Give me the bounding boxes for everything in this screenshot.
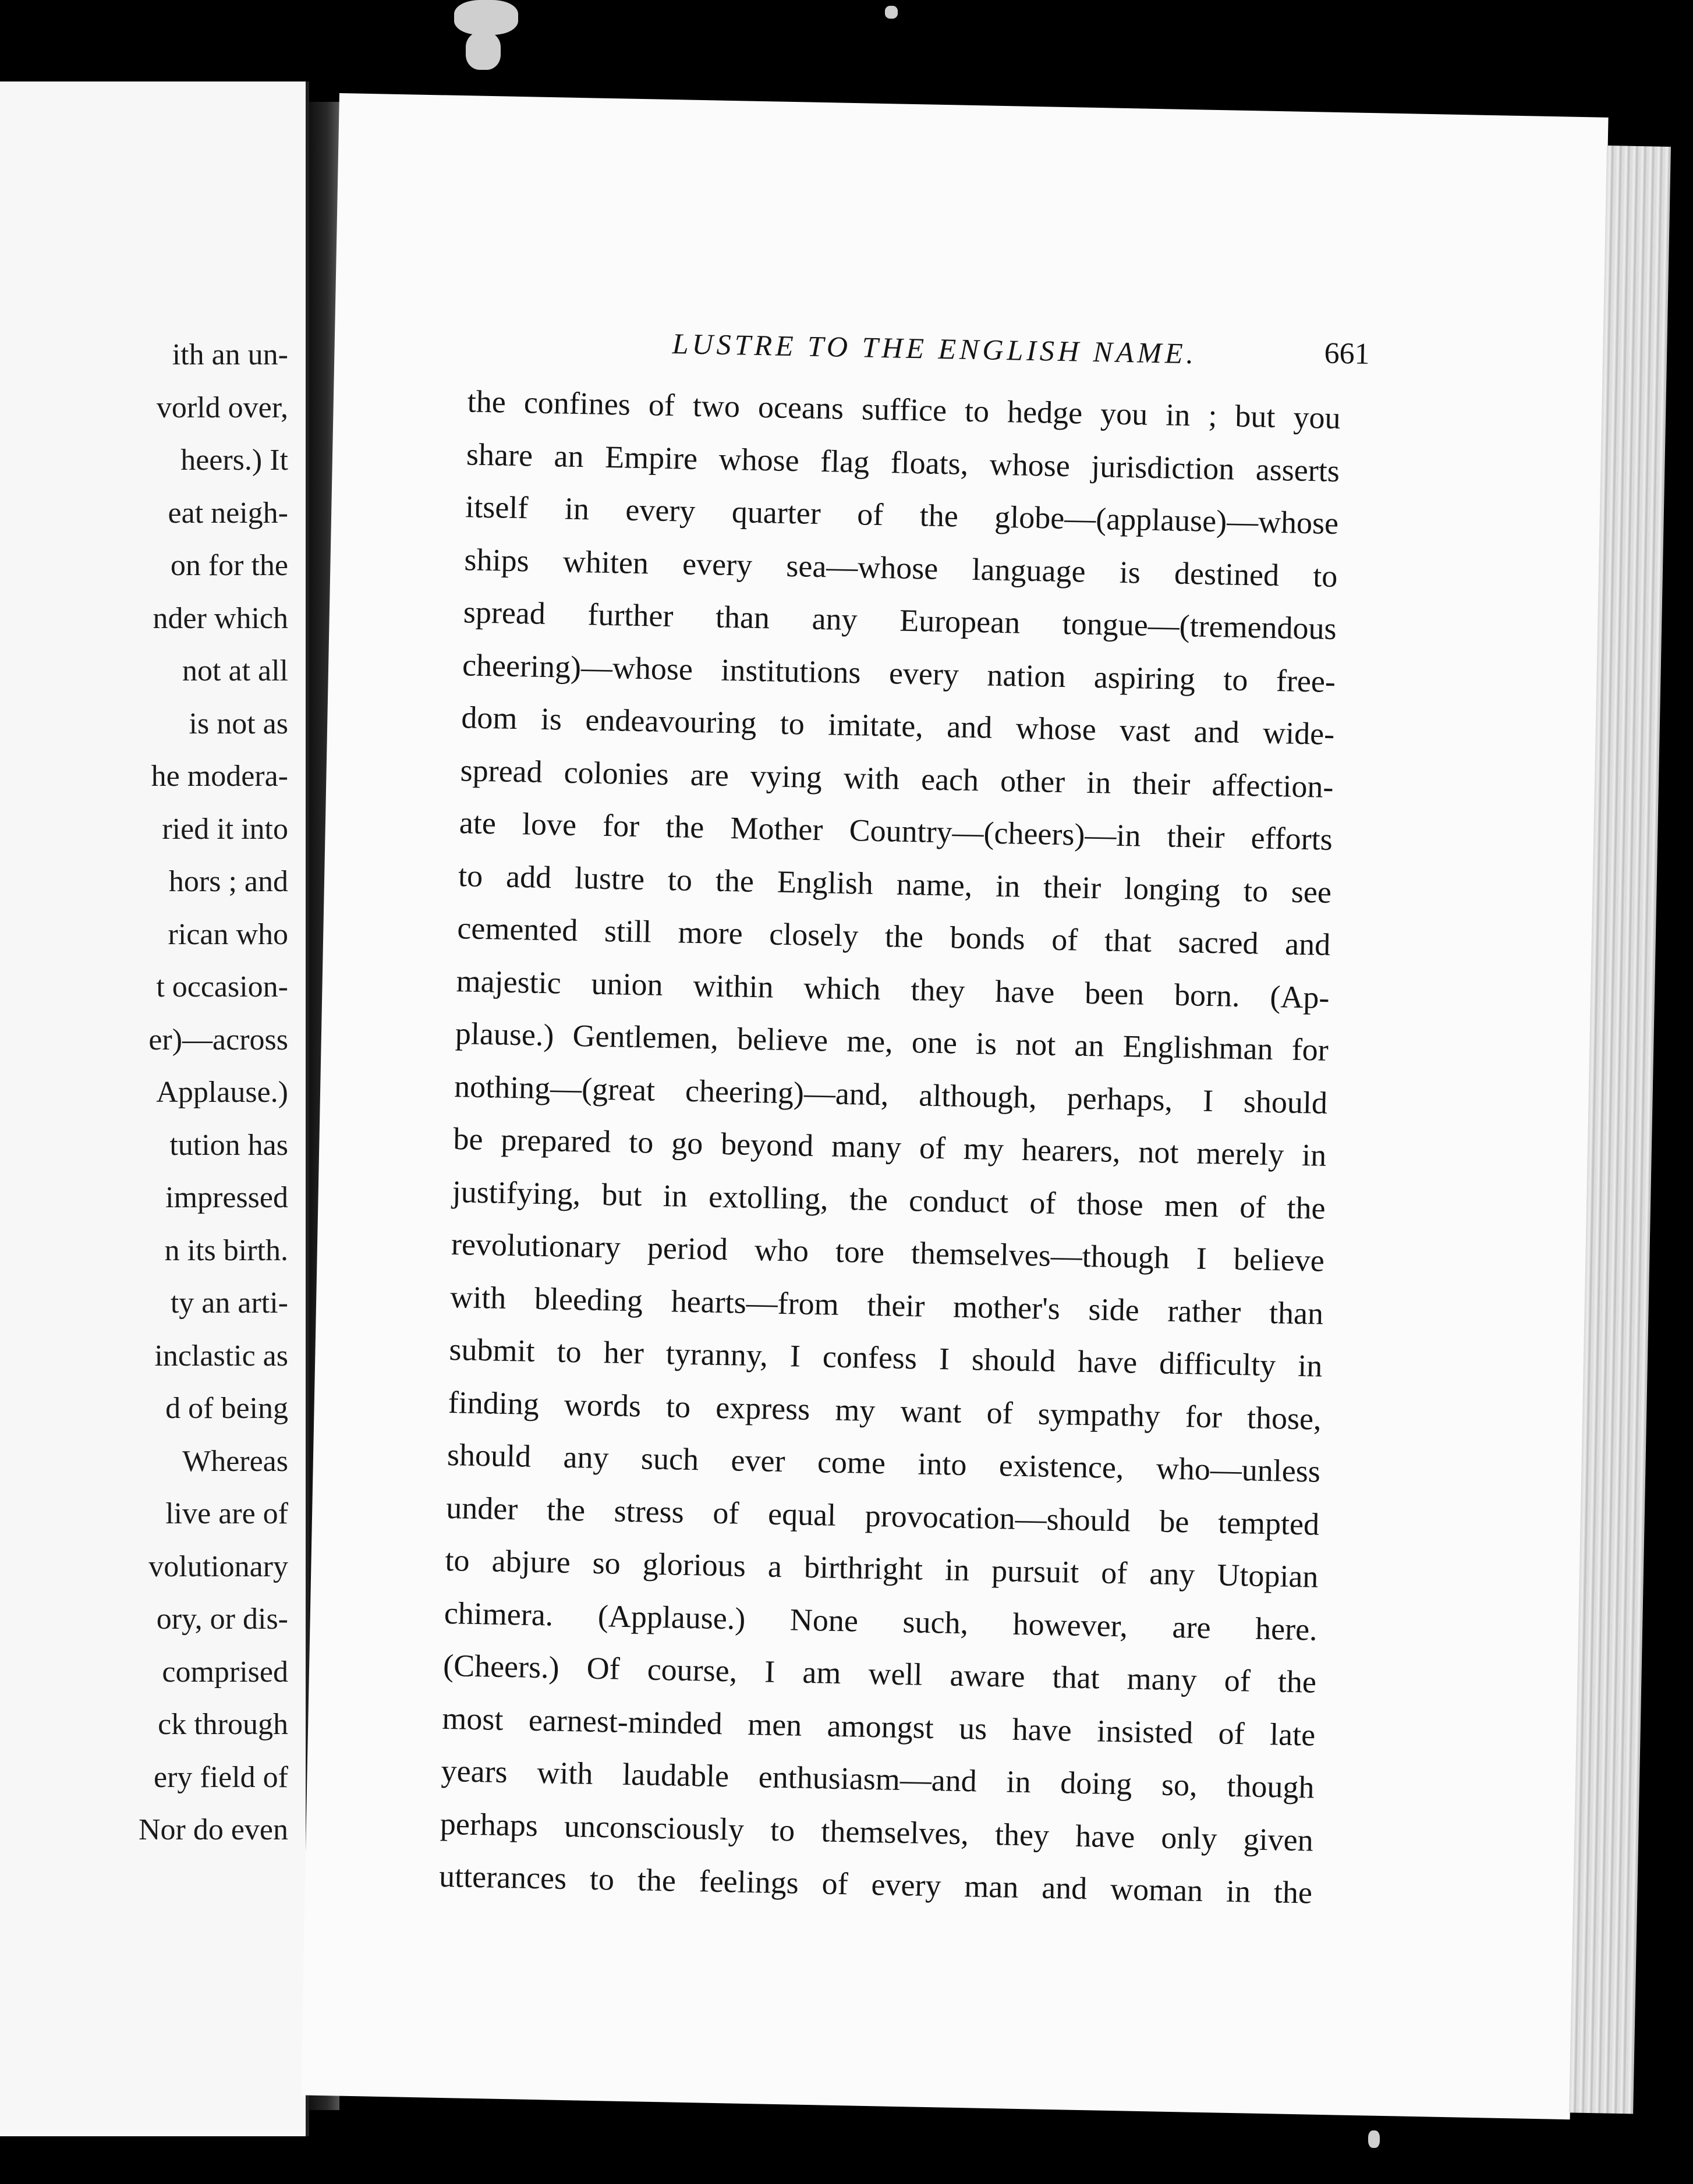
body-line: most earnest-minded men amongst us have insisted of late	[441, 1700, 1316, 1753]
right-page	[301, 93, 1609, 2119]
body-line: ships whiten every sea—whose language is destined to	[464, 541, 1338, 594]
running-head: LUSTRE TO THE ENGLISH NAME.	[672, 327, 1198, 370]
body-line: submit to her tyranny, I confess I should have difficulty in	[449, 1332, 1323, 1384]
body-line: years with laudable enthusiasm—and in doing so, though	[441, 1753, 1315, 1805]
body-text	[438, 375, 1341, 1919]
left-page-line: nder which	[153, 601, 288, 635]
left-page-line: not at all	[182, 654, 288, 687]
body-line: spread further than any European tongue—(tremendous	[463, 594, 1337, 647]
left-page-line: on for the	[170, 549, 288, 582]
left-page-line: eat neigh-	[168, 496, 288, 530]
left-page-line: Applause.)	[156, 1076, 288, 1109]
left-page-line: heers.) It	[180, 444, 288, 477]
left-page-line: ty an arti-	[170, 1286, 288, 1320]
body-line: revolutionary period who tore themselves—though I believe	[451, 1226, 1325, 1278]
left-page-line: inclastic as	[154, 1339, 288, 1373]
dust-speck	[1368, 2130, 1380, 2148]
left-page	[0, 81, 309, 2136]
body-line: chimera. (Applause.) None such, however, are here.	[444, 1595, 1318, 1647]
body-line: spread colonies are vying with each other in their affection-	[460, 752, 1334, 804]
left-page-line: he modera-	[151, 760, 288, 793]
left-page-line: ried it into	[162, 812, 288, 846]
body-line: cheering)—whose institutions every nation aspiring to free-	[462, 647, 1336, 699]
body-line: finding words to express my want of sympathy for those,	[448, 1384, 1322, 1437]
body-line: the confines of two oceans suffice to hedge you in ; but you	[467, 384, 1341, 436]
body-line: under the stress of equal provocation—should be tempted	[445, 1490, 1320, 1542]
body-line: to add lustre to the English name, in their longing to see	[458, 857, 1332, 910]
left-page-line: impressed	[165, 1181, 288, 1214]
left-page-line: ck through	[158, 1708, 288, 1741]
body-line: be prepared to go beyond many of my hearers, not merely in	[452, 1121, 1327, 1173]
dust-speck	[466, 32, 501, 70]
left-page-line: hors ; and	[168, 865, 288, 898]
left-page-line: Whereas	[182, 1444, 288, 1478]
body-line: to abjure so glorious a birthright in pursuit of any Utopian	[445, 1542, 1319, 1594]
left-page-line: live are of	[165, 1497, 288, 1530]
left-page-line: ery field of	[153, 1760, 288, 1794]
left-page-line: volutionary	[148, 1550, 288, 1583]
left-page-line: tution has	[169, 1128, 288, 1162]
dust-speck	[454, 0, 518, 35]
left-page-line: ith an un-	[172, 338, 288, 371]
body-line: dom is endeavouring to imitate, and whose vast and wide-	[461, 700, 1335, 752]
left-page-line: n its birth.	[164, 1233, 288, 1267]
body-line: ate love for the Mother Country—(cheers)—in their efforts	[459, 805, 1333, 857]
page-number: 661	[1324, 336, 1370, 371]
left-page-line: Nor do even	[138, 1813, 288, 1846]
body-line: cemented still more closely the bonds of that sacred and	[456, 910, 1331, 962]
left-page-line: er)—across	[148, 1023, 288, 1056]
left-page-line: rican who	[168, 917, 288, 951]
left-page-line: ory, or dis-	[156, 1602, 288, 1636]
body-line: with bleeding hearts—from their mother's side rather than	[449, 1279, 1324, 1331]
dust-speck	[885, 6, 898, 19]
left-page-line: is not as	[189, 707, 288, 740]
body-line: should any such ever come into existence, who—unless	[447, 1437, 1321, 1489]
left-page-line: comprised	[162, 1655, 288, 1689]
body-line: majestic union within which they have been born. (Ap-	[456, 963, 1330, 1015]
body-line: perhaps unconsciously to themselves, they have only given	[440, 1806, 1314, 1858]
body-line: itself in every quarter of the globe—(applause)—whose	[465, 489, 1339, 541]
left-page-line: vorld over,	[156, 391, 288, 424]
body-line: justifying, but in extolling, the conduct of those men of the	[452, 1173, 1326, 1226]
left-page-line: t occasion-	[156, 970, 288, 1004]
body-line: plause.) Gentlemen, believe me, one is not an Englishman for	[455, 1016, 1329, 1068]
body-line: utterances to the feelings of every man and woman in the	[438, 1858, 1313, 1910]
body-line: nothing—(great cheering)—and, although, perhaps, I should	[454, 1068, 1328, 1121]
body-line: share an Empire whose flag floats, whose jurisdiction asserts	[466, 436, 1340, 488]
left-page-line: d of being	[165, 1392, 288, 1425]
body-line: (Cheers.) Of course, I am well aware that many of the	[442, 1647, 1317, 1700]
